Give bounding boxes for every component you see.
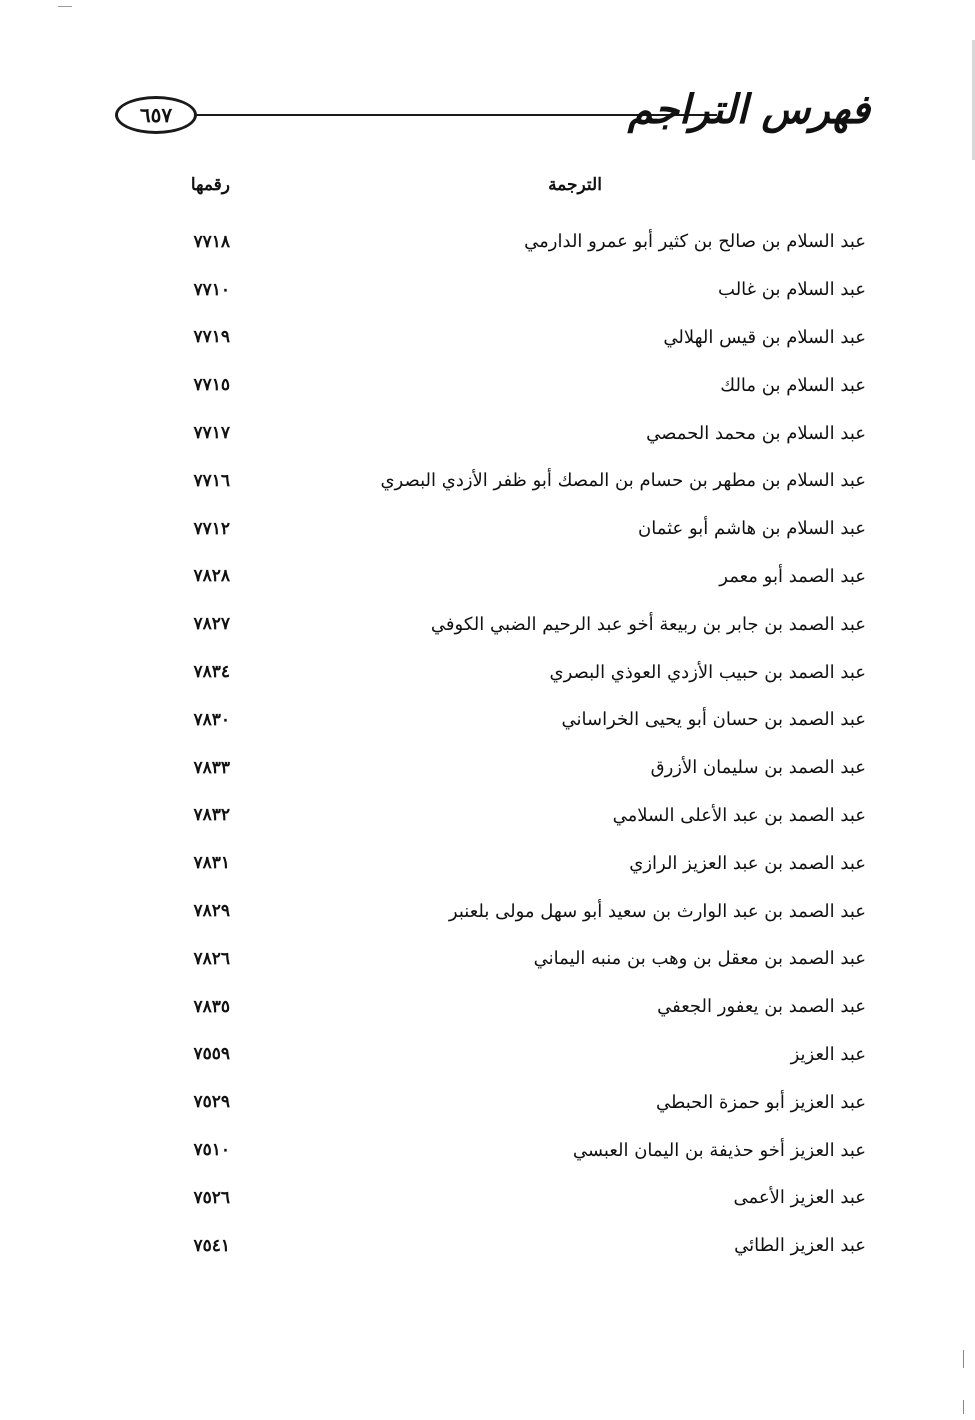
entry-name: عبد السلام بن غالب: [718, 279, 866, 301]
entry-number: ٧٨٣١: [193, 853, 230, 874]
entry-name: عبد الصمد بن معقل بن وهب بن منبه اليماني: [533, 948, 866, 970]
entry-number: ٧٨٣٣: [193, 757, 230, 778]
scan-mark: [58, 6, 72, 7]
entry-name: عبد السلام بن مطهر بن حسام بن المصك أبو ظفر الأزدي البصري: [380, 470, 866, 492]
index-row: [160, 409, 866, 457]
entry-number: ٧٥٤١: [193, 1235, 230, 1256]
entry-number: ٧٧١٦: [193, 470, 230, 491]
entry-name: عبد العزيز: [790, 1043, 866, 1065]
entry-number: ٧٨٢٦: [193, 948, 230, 969]
index-row: [160, 457, 866, 505]
index-row: [160, 361, 866, 409]
entry-name: عبد الصمد بن عبد العزيز الرازي: [629, 852, 866, 874]
index-row: [160, 792, 866, 840]
index-row: [160, 839, 866, 887]
index-row: [160, 600, 866, 648]
column-header-name: الترجمة: [548, 175, 602, 195]
entry-number: ٧٨٢٩: [193, 901, 230, 922]
entry-number: ٧٧١٨: [193, 231, 230, 252]
entry-name: عبد العزيز أبو حمزة الحبطي: [655, 1091, 866, 1113]
entry-number: ٧٧١٧: [193, 423, 230, 444]
index-row: [160, 744, 866, 792]
entry-name: عبد الصمد بن حسان أبو يحيى الخراساني: [561, 709, 866, 731]
entry-name: عبد العزيز الأعمى: [733, 1187, 866, 1209]
entry-number: ٧٥١٠: [193, 1140, 230, 1161]
index-row: [160, 1031, 866, 1079]
page-number: ٦٥٧: [115, 96, 197, 134]
entry-name: عبد السلام بن قيس الهلالي: [663, 326, 866, 348]
entry-number: ٧٨٢٧: [193, 614, 230, 635]
entry-name: عبد السلام بن محمد الحمصي: [646, 422, 866, 444]
entry-name: عبد الصمد بن عبد الأعلى السلامي: [612, 804, 866, 826]
entry-number: ٧٨٣٤: [193, 662, 230, 683]
entry-name: عبد السلام بن صالح بن كثير أبو عمرو الدارمي: [524, 231, 866, 253]
entry-number: ٧٥٢٦: [193, 1187, 230, 1208]
entry-number: ٧٧١٩: [193, 327, 230, 348]
entry-number: ٧٧١٥: [193, 375, 230, 396]
scan-mark: [963, 1350, 964, 1368]
index-row: [160, 1126, 866, 1174]
index-row: [160, 266, 866, 314]
index-row: [160, 314, 866, 362]
index-row: [160, 1174, 866, 1222]
entry-name: عبد السلام بن مالك: [720, 374, 866, 396]
index-row: [160, 887, 866, 935]
running-header: [115, 86, 870, 152]
index-list: [160, 218, 866, 1270]
entry-number: ٧٥٥٩: [193, 1044, 230, 1065]
index-row: [160, 1222, 866, 1270]
index-row: [160, 983, 866, 1031]
entry-name: عبد الصمد بن عبد الوارث بن سعيد أبو سهل مولى بلعنبر: [448, 900, 866, 922]
entry-name: عبد الصمد بن جابر بن ربيعة أخو عبد الرحيم الضبي الكوفي: [430, 613, 866, 635]
entry-number: ٧٨٢٨: [193, 566, 230, 587]
entry-number: ٧٥٢٩: [193, 1092, 230, 1113]
entry-name: عبد الصمد أبو معمر: [719, 565, 866, 587]
entry-name: عبد العزيز أخو حذيفة بن اليمان العبسي: [572, 1139, 866, 1161]
index-row: [160, 505, 866, 553]
entry-number: ٧٨٣٥: [193, 996, 230, 1017]
index-row: [160, 553, 866, 601]
index-row: [160, 218, 866, 266]
entry-name: عبد الصمد بن سليمان الأزرق: [650, 757, 866, 779]
index-row: [160, 1078, 866, 1126]
entry-number: ٧٨٣٠: [193, 709, 230, 730]
index-row: [160, 935, 866, 983]
column-header-number: رقمها: [190, 175, 230, 195]
entry-name: عبد الصمد بن يعفور الجعفي: [657, 996, 866, 1018]
index-row: [160, 696, 866, 744]
entry-number: ٧٨٣٢: [193, 805, 230, 826]
entry-name: عبد العزيز الطائي: [734, 1235, 866, 1257]
entry-number: ٧٧١٠: [193, 279, 230, 300]
entry-number: ٧٧١٢: [193, 518, 230, 539]
entry-name: عبد الصمد بن حبيب الأزدي العوذي البصري: [549, 661, 866, 683]
entry-name: عبد السلام بن هاشم أبو عثمان: [638, 518, 866, 540]
index-row: [160, 648, 866, 696]
header-title: فهرس التراجم: [627, 86, 870, 133]
scan-mark: [963, 1400, 964, 1414]
